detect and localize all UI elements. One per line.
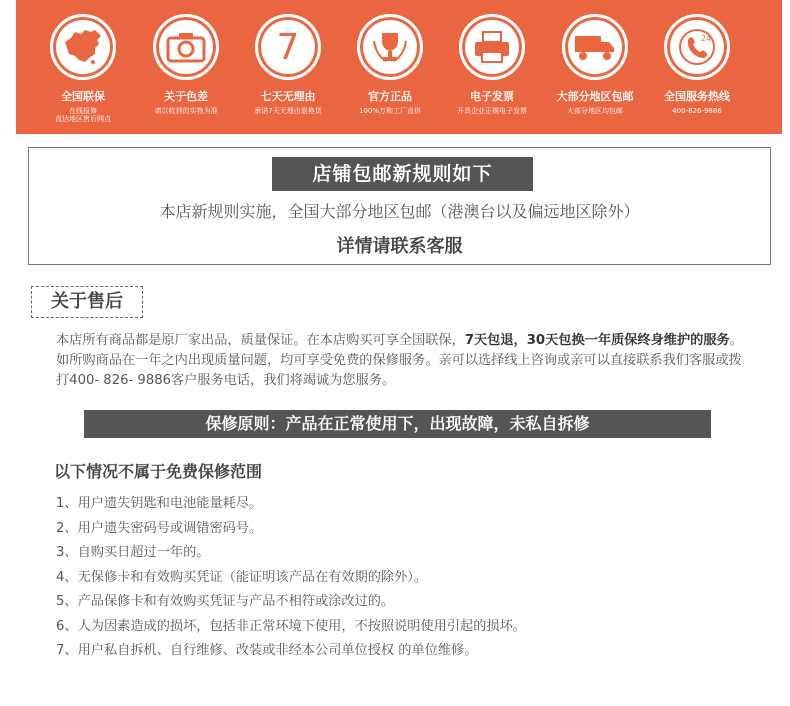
hotline-24-glyph: 24 [700, 33, 712, 43]
exclusions-list [56, 494, 756, 666]
badge-title: 关于色差 [164, 90, 208, 103]
badge-title: 官方正品 [368, 90, 412, 103]
badge-title: 大部分地区包邮 [556, 90, 634, 103]
list-item: 4、无保修卡和有效购买凭证（能证明该产品在有效期的除外）。 [56, 569, 428, 585]
para-part1: 本店所有商品都是原厂家出品，质量保证。在本店购买可享全国联保， [56, 333, 465, 348]
exclusions-heading: 以下情况不属于免费保修范围 [54, 462, 263, 481]
china-map-icon [50, 14, 116, 80]
badge-subtitle-lines: 在线报修 直达地区售后网点 [55, 107, 111, 123]
list-item: 2、用户遗失密码号或调错密码号。 [56, 520, 263, 536]
badge-subtitle [43, 107, 123, 123]
badge-genuine [350, 14, 430, 115]
badge-title: 电子发票 [470, 90, 514, 103]
list-item: 5、产品保修卡和有效购买凭证与产品不相符或涂改过的。 [56, 594, 395, 609]
printer-icon [459, 14, 525, 80]
para-part2: 。如所购商品在一年之内出现质量问题，均可享受免费的保修服务。亲可以选择线上咨询或亲可以直接联系我们客服或拨打400- 826- 9886客户服务电话，我们将竭诚为您服务。 [56, 333, 743, 388]
badge-title: 七天无理由 [260, 90, 316, 103]
service-banner [16, 0, 782, 134]
trophy-icon [357, 14, 423, 80]
seven-days-icon [255, 14, 321, 80]
hotline-number: 400-826-9886 [672, 107, 722, 115]
badge-title: 全国服务热线 [664, 90, 730, 103]
badge-free-shipping [555, 14, 635, 115]
shipping-rule-text: 本店新规则实施，全国大部分地区包邮（港澳台以及偏远地区除外） [159, 202, 640, 221]
badge-hotline [657, 14, 737, 115]
shipping-title: 店铺包邮新规则如下 [272, 157, 533, 191]
list-item: 6、人为因素造成的损坏，包括非正常环境下使用，不按照说明使用引起的损坏。 [56, 618, 526, 634]
list-item: 1、用户遗失钥匙和电池能量耗尽。 [56, 496, 263, 511]
badge-color [146, 14, 226, 115]
aftersale-heading: 关于售后 [31, 286, 143, 318]
badge-warranty [43, 14, 123, 123]
badge-subtitle: 请以收到的实物为准 [154, 107, 218, 115]
badge-title: 全国联保 [61, 90, 105, 103]
seven-glyph: 7 [276, 26, 300, 68]
badge-subtitle: 承诺7天无理由退换货 [254, 107, 322, 115]
camera-icon [153, 14, 219, 80]
repair-principle-bar: 保修原则：产品在正常使用下，出现故障，未私自拆修 [84, 410, 711, 438]
truck-icon [562, 14, 628, 80]
aftersale-paragraph [56, 331, 746, 391]
badge-subtitle: 开具企业正规电子发票 [457, 107, 527, 115]
badge-subtitle: 100%万和工厂直供 [358, 107, 421, 115]
badge-seven-days [248, 14, 328, 115]
para-bold: 7天包退，30天包换一年质保终身维护的服务 [464, 333, 730, 348]
phone-24-icon [664, 14, 730, 80]
badge-subtitle: 大部分地区均包邮 [567, 107, 623, 115]
badge-invoice [452, 14, 532, 115]
contact-service-text: 详情请联系客服 [336, 236, 463, 257]
list-item: 7、用户私自拆机、自行维修、改装或非经本公司单位授权 的单位维修。 [56, 643, 478, 658]
list-item: 3、自购买日超过一年的。 [56, 545, 210, 560]
